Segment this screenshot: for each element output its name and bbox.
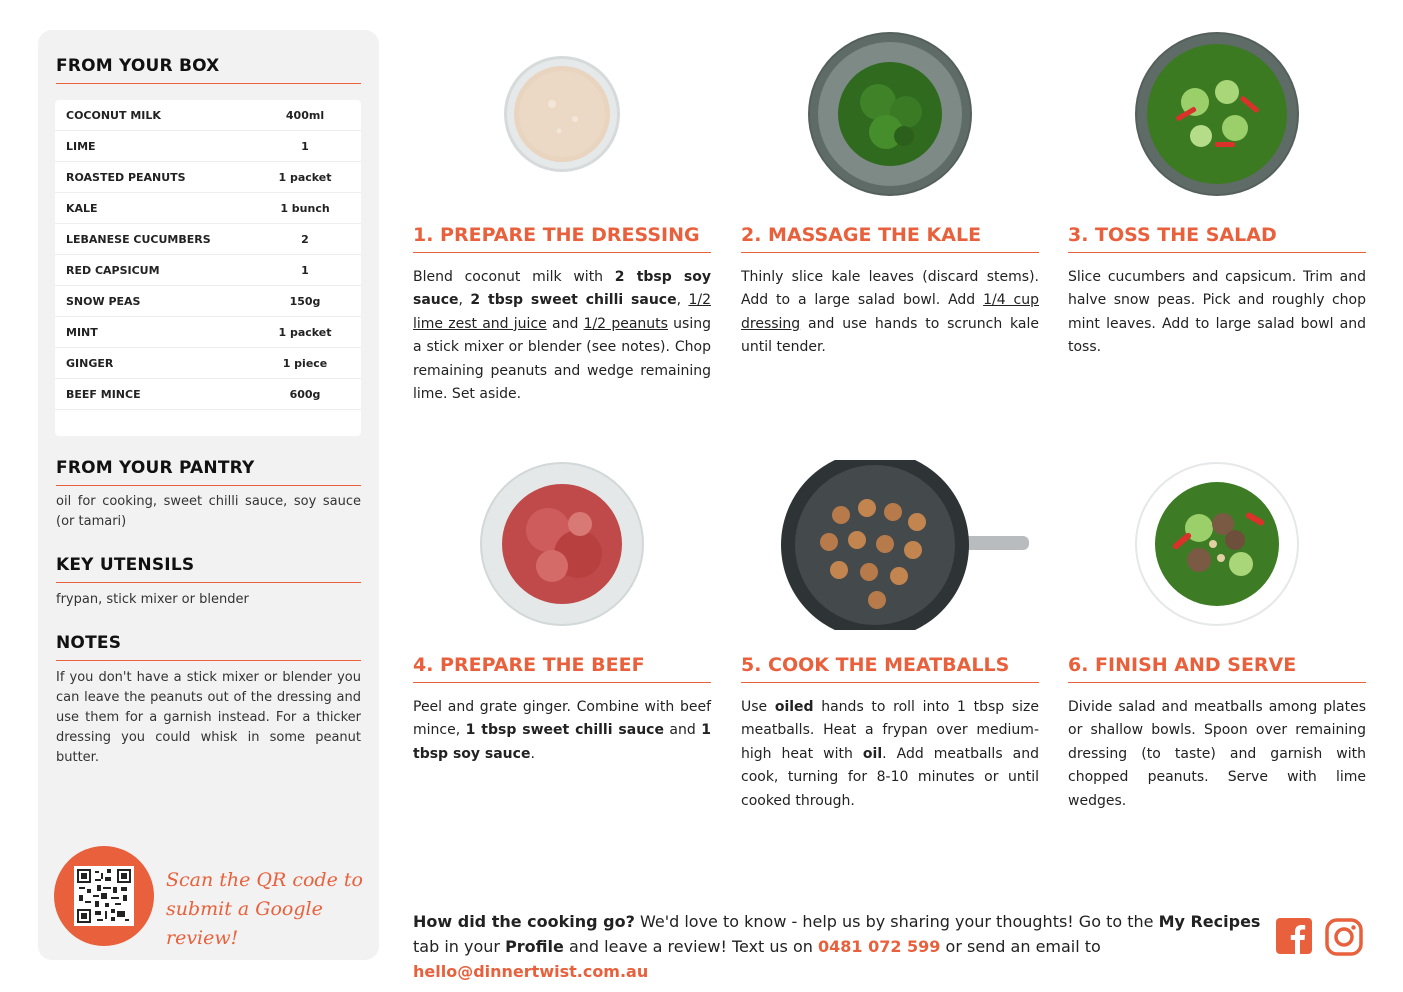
footer-my-recipes: My Recipes [1158, 912, 1261, 931]
review-footer [413, 909, 1263, 984]
step-6-body [1068, 696, 1366, 813]
body-text: using a stick mixer or blender (see notes). Chop remaining peanuts and wedge remaining lime. Set aside. [413, 315, 711, 403]
qr-badge[interactable] [54, 846, 154, 946]
pantry-text: oil for cooking, sweet chilli sauce, soy sauce (or tamari) [56, 494, 361, 529]
notes-title: NOTES [56, 633, 361, 661]
step-4-body [413, 696, 711, 766]
serve-photo [1135, 462, 1299, 626]
table-row [55, 193, 361, 224]
footer-text-2: tab in your [413, 937, 506, 956]
step-5 [741, 430, 1039, 830]
table-row [55, 162, 361, 193]
ingredient-name: COCONUT MILK [66, 108, 161, 122]
step-2 [741, 0, 1039, 420]
ingredients-table [55, 100, 361, 436]
step-1-body [413, 266, 711, 406]
table-row [55, 379, 361, 410]
ingredient-name: LIME [66, 139, 96, 153]
ingredient-qty: 400ml [285, 108, 325, 122]
step-3-body [1068, 266, 1366, 360]
ingredient-name: GINGER [66, 356, 114, 370]
body-text: Slice cucumbers and capsicum. Trim and halve snow peas. Pick and roughly chop mint leaves. Add to large salad bowl and toss. [1068, 269, 1366, 356]
step-5-body [741, 696, 1039, 813]
ingredient-qty: 1 packet [278, 170, 332, 184]
step-3 [1068, 0, 1366, 420]
pantry-title: FROM YOUR PANTRY [56, 458, 361, 486]
qr-code-icon[interactable] [74, 866, 134, 926]
body-text: hands to roll into 1 tbsp size meatballs. Heat a frypan over medium-high heat with [741, 699, 1039, 762]
bold-text: oiled [774, 699, 814, 715]
ingredient-name: SNOW PEAS [66, 294, 141, 308]
body-text: Divide salad and meatballs among plates or shallow bowls. Spoon over remaining dressing (to taste) and garnish with chopped peanuts. Serve with lime wedges. [1068, 699, 1366, 809]
salad-photo [1135, 32, 1299, 196]
table-row [55, 131, 361, 162]
underlined-text: 1/2 peanuts [583, 315, 668, 332]
body-text: . [530, 745, 535, 762]
step-6 [1068, 430, 1366, 830]
body-text: Peel and grate ginger. Combine with beef mince, [413, 699, 711, 739]
ingredient-qty: 1 [301, 139, 309, 153]
ingredient-name: ROASTED PEANUTS [66, 170, 186, 184]
underlined-text: 1/4 cup dressing [741, 292, 1039, 332]
notes-text: If you don't have a stick mixer or blender you can leave the peanuts out of the dressing and use them for a garnish instead. For a thicker dressing you could whisk in some peanut butter. [56, 670, 361, 765]
body-text: , [676, 292, 689, 309]
ingredient-qty: 2 [301, 232, 309, 246]
facebook-icon[interactable] [1276, 918, 1314, 956]
body-text: and [663, 722, 702, 739]
bold-text: 1 tbsp sweet chilli sauce [465, 722, 664, 739]
bold-text: oil [862, 745, 883, 762]
footer-text-1: We'd love to know - help us by sharing your thoughts! Go to the [634, 912, 1159, 931]
utensils-title: KEY UTENSILS [56, 555, 361, 583]
instagram-icon[interactable] [1325, 918, 1363, 956]
step-5-title: 5. COOK THE MEATBALLS [741, 654, 1039, 683]
step-1 [413, 0, 711, 420]
table-row [55, 317, 361, 348]
table-row [55, 100, 361, 131]
step-4 [413, 430, 711, 830]
step-1-title: 1. PREPARE THE DRESSING [413, 224, 711, 253]
utensils-text: frypan, stick mixer or blender [56, 592, 249, 607]
footer-question: How did the cooking go? [413, 912, 635, 931]
footer-text-4: or send an email to [940, 937, 1101, 956]
bold-text: 2 tbsp soy sauce [413, 269, 711, 309]
body-text: and [546, 315, 584, 332]
ingredient-name: KALE [66, 201, 98, 215]
qr-caption-line1: Scan the QR code to [166, 869, 363, 891]
table-row [55, 348, 361, 379]
bold-text: 1 tbsp soy sauce [413, 722, 711, 762]
ingredient-qty: 600g [289, 387, 321, 401]
frypan-photo [781, 460, 1031, 630]
bold-text: 2 tbsp sweet chilli sauce [470, 292, 677, 309]
step-3-title: 3. TOSS THE SALAD [1068, 224, 1366, 253]
beef-photo [480, 462, 644, 626]
ingredient-qty: 1 packet [278, 325, 332, 339]
ingredient-name: MINT [66, 325, 98, 339]
table-row [55, 224, 361, 255]
footer-profile: Profile [505, 937, 564, 956]
step-4-title: 4. PREPARE THE BEEF [413, 654, 711, 683]
step-2-body [741, 266, 1039, 360]
step-2-title: 2. MASSAGE THE KALE [741, 224, 1039, 253]
ingredients-panel [38, 30, 379, 960]
kale-photo [808, 32, 972, 196]
qr-caption-line2: submit a Google review! [166, 898, 323, 949]
ingredient-name: LEBANESE CUCUMBERS [66, 232, 211, 246]
body-text: , [458, 292, 471, 309]
ingredient-qty: 1 piece [282, 356, 328, 370]
body-text: and use hands to scrunch kale until tender. [741, 315, 1039, 356]
step-6-title: 6. FINISH AND SERVE [1068, 654, 1366, 683]
table-row [55, 255, 361, 286]
underlined-text: 1/2 lime zest and juice [413, 292, 711, 332]
body-text: . Add meatballs and cook, turning for 8-10 minutes or until cooked through. [741, 745, 1039, 809]
footer-text-3: and leave a review! Text us on [563, 937, 818, 956]
footer-phone-link[interactable]: 0481 072 599 [817, 937, 941, 956]
body-text: Blend coconut milk with [413, 269, 615, 285]
ingredient-qty: 1 bunch [280, 201, 330, 215]
from-box-title: FROM YOUR BOX [56, 56, 361, 84]
body-text: Use [741, 699, 775, 715]
dressing-photo [504, 56, 620, 172]
table-row [55, 286, 361, 317]
ingredient-qty: 150g [289, 294, 321, 308]
ingredient-name: BEEF MINCE [66, 387, 141, 401]
qr-caption [166, 866, 366, 953]
ingredient-name: RED CAPSICUM [66, 263, 160, 277]
footer-email-link[interactable]: hello@dinnertwist.com.au [413, 962, 649, 981]
ingredient-qty: 1 [301, 263, 309, 277]
body-text: Thinly slice kale leaves (discard stems). Add to a large salad bowl. Add [741, 269, 1039, 309]
